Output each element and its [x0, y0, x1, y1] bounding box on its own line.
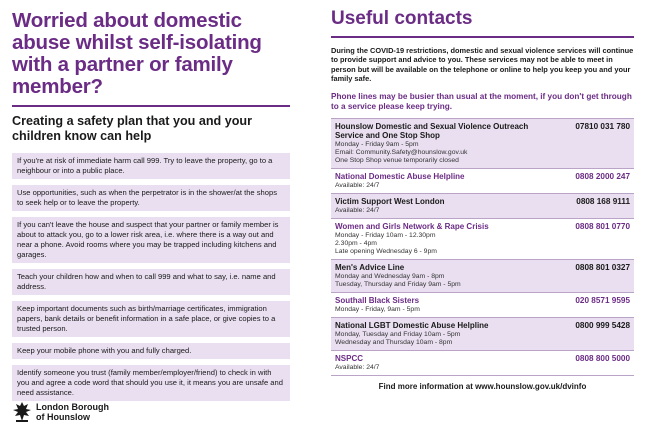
logo-line-1: London Borough — [36, 402, 109, 412]
useful-contacts-title: Useful contacts — [331, 8, 473, 29]
contact-mens-advice-line — [331, 260, 634, 293]
logo-text — [36, 402, 109, 422]
title-divider — [12, 105, 290, 107]
tip-item: Keep your mobile phone with you and fully charged. — [12, 343, 290, 359]
tip-item: If you can't leave the house and suspect that your partner or family member is about to attack you, go to a lower risk area, i.e. where there is a way out and near a phone. Avoid rooms where you may be trapped including kitchens and garages. — [12, 217, 290, 263]
contact-name: Men's Advice Line — [335, 263, 405, 273]
tip-item: Teach your children how and when to call 999 and what to say, i.e. name and address. — [12, 269, 290, 295]
contact-detail: Available: 24/7 — [335, 206, 380, 214]
contact-phone[interactable]: 0808 2000 247 — [575, 172, 630, 182]
contact-name: National LGBT Domestic Abuse Helpline — [335, 321, 489, 331]
hounslow-crest-icon — [12, 401, 32, 423]
contact-detail: Monday - Friday, 9am - 5pm — [335, 305, 420, 313]
safety-tips-list — [12, 153, 290, 401]
contact-phone[interactable]: 0808 801 0770 — [575, 222, 630, 232]
council-logo — [12, 401, 109, 423]
left-column — [12, 10, 290, 407]
contact-detail: Wednesday and Thursday 10am - 8pm — [335, 338, 453, 346]
contact-detail: Monday, Tuesday and Friday 10am - 5pm — [335, 330, 461, 338]
contact-women-girls-network — [331, 219, 634, 260]
contact-name: NSPCC — [335, 354, 364, 364]
contact-detail: Available: 24/7 — [335, 363, 380, 371]
busy-lines-notice: Phone lines may be busier than usual at the moment, if you don't get through to a service please keep trying. — [331, 91, 632, 111]
contact-phone[interactable]: 0808 801 0327 — [575, 263, 630, 273]
contact-name: Southall Black Sisters — [335, 296, 420, 306]
tip-item: Use opportunities, such as when the perpetrator is in the shower/at the shops to seek help or to leave the property. — [12, 185, 290, 211]
logo-line-2: of Hounslow — [36, 412, 90, 422]
contact-phone[interactable]: 0808 168 9111 — [576, 197, 630, 207]
contact-detail: Late opening Wednesday 6 - 9pm — [335, 248, 437, 256]
contact-national-lgbt-helpline — [331, 318, 634, 351]
contact-hounslow-dsv — [331, 119, 634, 170]
contacts-divider — [331, 36, 634, 38]
contact-email[interactable]: Email: Community.Safety@hounslow.gov.uk — [335, 149, 468, 157]
contact-detail: Tuesday, Thursday and Friday 9am - 5pm — [335, 281, 461, 289]
tip-item: If you're at risk of immediate harm call 999. Try to leave the property, go to a neighbour or into a public place. — [12, 153, 290, 179]
contact-detail: Monday - Friday 10am - 12.30pm — [335, 231, 436, 239]
contact-name: Women and Girls Network & Rape Crisis — [335, 222, 489, 232]
contact-detail: Monday and Wednesday 9am - 8pm — [335, 272, 445, 280]
contact-detail: One Stop Shop venue temporarily closed — [335, 157, 459, 165]
contact-national-da-helpline — [331, 169, 634, 194]
contact-phone[interactable]: 0800 999 5428 — [575, 321, 630, 331]
contact-phone[interactable]: 0808 800 5000 — [575, 354, 630, 364]
contacts-list — [331, 118, 634, 376]
contact-detail: Available: 24/7 — [335, 182, 380, 190]
safety-plan-subtitle: Creating a safety plan that you and your children know can help — [12, 114, 253, 143]
contact-phone[interactable]: 07810 031 780 — [575, 121, 630, 131]
right-column — [331, 8, 634, 392]
covid-intro-text: During the COVID-19 restrictions, domestic and sexual violence services will continue to provide support and advice to you. These services may not be able to meet in person but will be available on the telephone or online to help you keep you and your family safe. — [331, 46, 634, 84]
contact-victim-support — [331, 194, 634, 219]
contact-name: Hounslow Domestic and Sexual Violence Outreach Service and One Stop Shop — [335, 121, 529, 141]
contact-phone[interactable]: 020 8571 9595 — [575, 296, 630, 306]
contact-nspcc — [331, 351, 634, 376]
page-title: Worried about domestic abuse whilst self-isolating with a partner or family member? — [12, 9, 262, 98]
tip-item: Identify someone you trust (family member/employer/friend) to check in with you and agree a code word that should you use it, it means you are unsafe and need assistance. — [12, 365, 290, 401]
contact-detail: Monday - Friday 9am - 5pm — [335, 140, 419, 148]
contact-name: National Domestic Abuse Helpline — [335, 172, 465, 182]
contact-southall-black-sisters — [331, 293, 634, 318]
contact-detail: 2.30pm - 4pm — [335, 239, 377, 247]
more-info-footer[interactable]: Find more information at www.hounslow.gov.uk/dvinfo — [378, 381, 587, 391]
contact-name: Victim Support West London — [335, 197, 445, 207]
tip-item: Keep important documents such as birth/marriage certificates, immigration papers, bank details or benefit information in a safe place, or give copies to a trusted person. — [12, 301, 290, 337]
